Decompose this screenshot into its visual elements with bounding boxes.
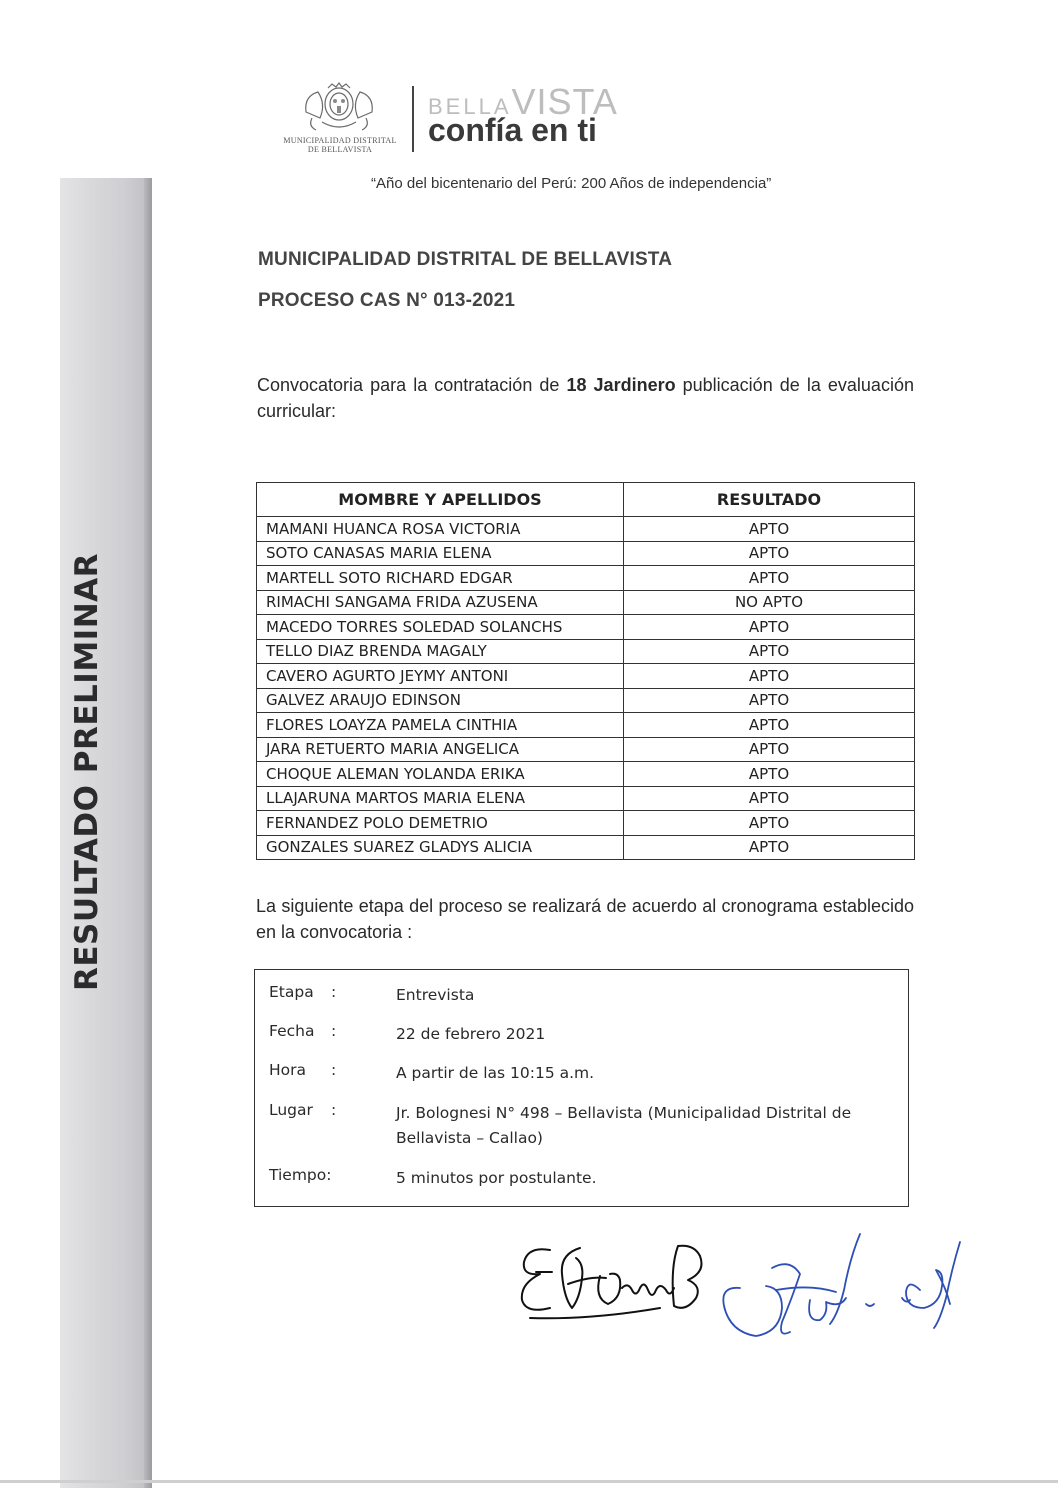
candidate-name: FERNANDEZ POLO DEMETRIO bbox=[257, 811, 624, 836]
candidate-name: JARA RETUERTO MARIA ANGELICA bbox=[257, 737, 624, 762]
schedule-value: Entrevista bbox=[396, 986, 475, 1004]
table-row bbox=[257, 811, 915, 836]
side-label: RESULTADO PRELIMINAR bbox=[69, 552, 105, 992]
candidate-result: APTO bbox=[624, 541, 915, 566]
schedule-label: Etapa bbox=[269, 983, 314, 1001]
table-row bbox=[257, 835, 915, 860]
table-row bbox=[257, 590, 915, 615]
signature-black bbox=[522, 1246, 702, 1319]
schedule-box bbox=[254, 969, 909, 1207]
schedule-colon: : bbox=[331, 1101, 337, 1119]
next-step-paragraph: La siguiente etapa del proceso se realizará de acuerdo al cronograma establecido en la convocatoria : bbox=[256, 896, 914, 942]
candidate-result: APTO bbox=[624, 639, 915, 664]
header-logo bbox=[270, 82, 690, 160]
schedule-colon: : bbox=[331, 1022, 337, 1040]
institution-title: MUNICIPALIDAD DISTRITAL DE BELLAVISTA bbox=[258, 249, 673, 270]
candidate-result: APTO bbox=[624, 713, 915, 738]
table-header-row bbox=[257, 483, 915, 517]
table-row bbox=[257, 541, 915, 566]
candidate-result: APTO bbox=[624, 615, 915, 640]
candidate-result: APTO bbox=[624, 517, 915, 542]
scan-edge-line bbox=[0, 1480, 1058, 1483]
signature-blue bbox=[723, 1234, 960, 1336]
brand-name: BELLAVISTA bbox=[428, 81, 618, 122]
candidate-name: SOTO CANASAS MARIA ELENA bbox=[257, 541, 624, 566]
schedule-label: Tiempo: bbox=[269, 1166, 332, 1184]
year-motto: “Año del bicentenario del Perú: 200 Años de independencia” bbox=[371, 175, 772, 192]
table-row bbox=[257, 664, 915, 689]
candidate-name: MARTELL SOTO RICHARD EDGAR bbox=[257, 566, 624, 591]
table-row bbox=[257, 566, 915, 591]
process-title: PROCESO CAS N° 013-2021 bbox=[258, 290, 516, 311]
table-row bbox=[257, 713, 915, 738]
candidate-result: NO APTO bbox=[624, 590, 915, 615]
schedule-value: Jr. Bolognesi N° 498 – Bellavista (Municipalidad Distrital de Bellavista – Callao) bbox=[396, 1104, 852, 1147]
municipal-seal-icon bbox=[298, 82, 380, 134]
candidate-result: APTO bbox=[624, 786, 915, 811]
table-row bbox=[257, 615, 915, 640]
candidate-name: LLAJARUNA MARTOS MARIA ELENA bbox=[257, 786, 624, 811]
intro-paragraph: Convocatoria para la contratación de 18 Jardinero publicación de la evaluación curricular: bbox=[257, 375, 914, 421]
table-row bbox=[257, 688, 915, 713]
results-table bbox=[256, 482, 915, 860]
column-header-name: MOMBRE Y APELLIDOS bbox=[257, 483, 624, 517]
candidate-result: APTO bbox=[624, 835, 915, 860]
candidate-name: MAMANI HUANCA ROSA VICTORIA bbox=[257, 517, 624, 542]
candidate-result: APTO bbox=[624, 811, 915, 836]
candidate-name: GONZALES SUAREZ GLADYS ALICIA bbox=[257, 835, 624, 860]
candidate-name: CAVERO AGURTO JEYMY ANTONI bbox=[257, 664, 624, 689]
schedule-value: A partir de las 10:15 a.m. bbox=[396, 1064, 595, 1082]
table-row bbox=[257, 737, 915, 762]
candidate-name: MACEDO TORRES SOLEDAD SOLANCHS bbox=[257, 615, 624, 640]
logo-divider bbox=[412, 86, 414, 152]
candidate-name: TELLO DIAZ BRENDA MAGALY bbox=[257, 639, 624, 664]
candidate-result: APTO bbox=[624, 664, 915, 689]
candidate-result: APTO bbox=[624, 737, 915, 762]
schedule-label: Lugar bbox=[269, 1101, 313, 1119]
schedule-label: Hora bbox=[269, 1061, 307, 1079]
schedule-colon: : bbox=[331, 983, 337, 1001]
column-header-result: RESULTADO bbox=[624, 483, 915, 517]
seal-caption: MUNICIPALIDAD DISTRITAL DE BELLAVISTA bbox=[283, 136, 397, 154]
schedule-label: Fecha bbox=[269, 1022, 315, 1040]
signatures bbox=[510, 1228, 990, 1358]
schedule-colon: : bbox=[331, 1061, 337, 1079]
candidate-result: APTO bbox=[624, 566, 915, 591]
candidate-name: RIMACHI SANGAMA FRIDA AZUSENA bbox=[257, 590, 624, 615]
table-row bbox=[257, 762, 915, 787]
candidate-name: FLORES LOAYZA PAMELA CINTHIA bbox=[257, 713, 624, 738]
candidate-result: APTO bbox=[624, 762, 915, 787]
candidate-result: APTO bbox=[624, 688, 915, 713]
schedule-value: 5 minutos por postulante. bbox=[396, 1169, 597, 1187]
candidate-name: CHOQUE ALEMAN YOLANDA ERIKA bbox=[257, 762, 624, 787]
table-row bbox=[257, 786, 915, 811]
table-row bbox=[257, 517, 915, 542]
table-row bbox=[257, 639, 915, 664]
candidate-name: GALVEZ ARAUJO EDINSON bbox=[257, 688, 624, 713]
schedule-value: 22 de febrero 2021 bbox=[396, 1025, 546, 1043]
brand-tagline: confía en ti bbox=[428, 112, 597, 148]
